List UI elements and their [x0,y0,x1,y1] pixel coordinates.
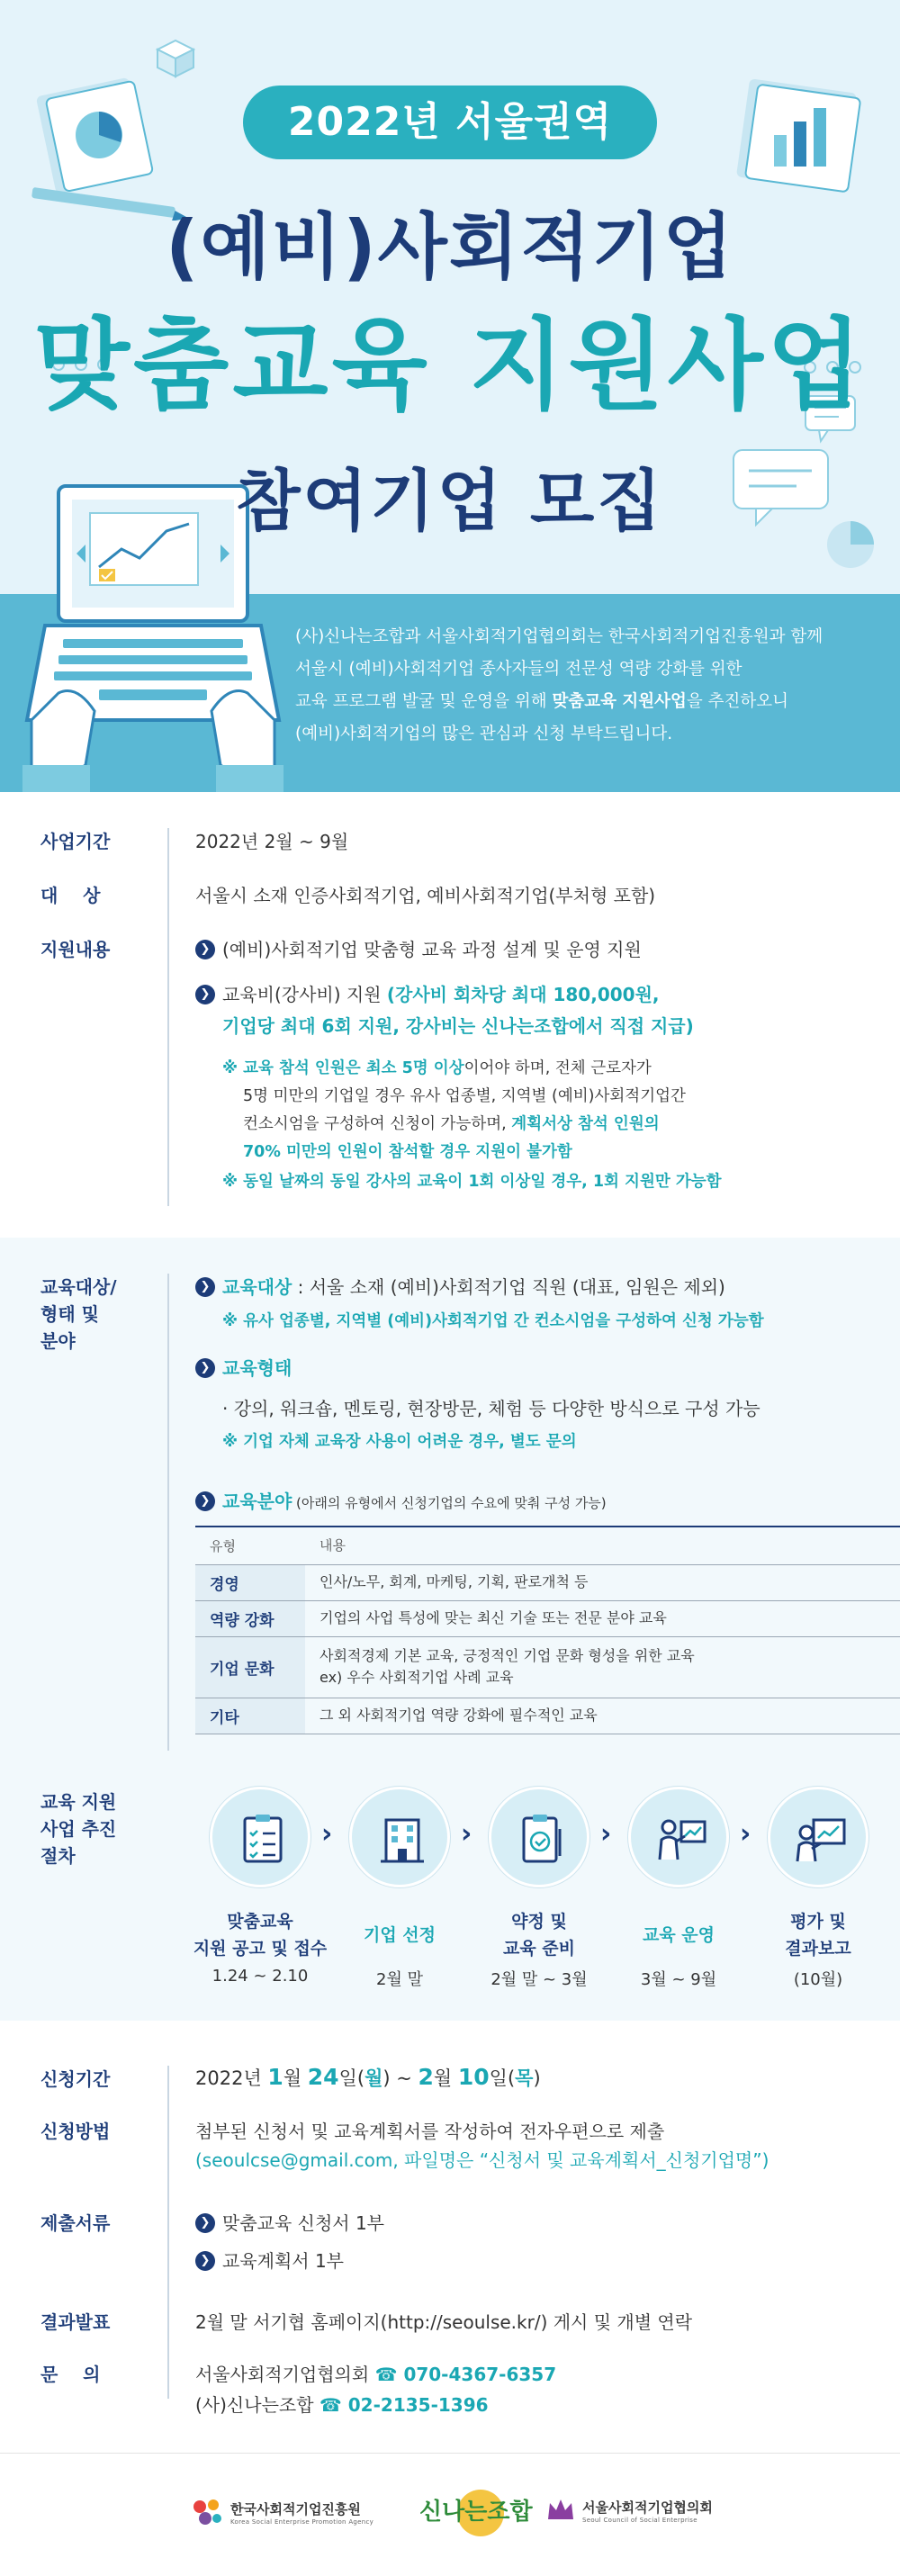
education-section [0,1238,900,2021]
support-note-1-line3: 컨소시엄을 구성하여 신청이 가능하며, 계획서상 참석 인원의 [243,1115,660,1133]
apply-period-value: 2022년 1월 24일(월) ~ 2월 10일(목) [195,2064,541,2090]
table-row [195,1636,900,1698]
apply-method-line1: 첨부된 신청서 및 교육계획서를 작성하여 전자우편으로 제출 [195,2121,665,2142]
chevron-right-icon: › [321,1818,333,1850]
report-icon [794,1813,848,1867]
process-step-1-icon [210,1787,310,1887]
chevron-right-icon: › [600,1818,612,1850]
table-header-row [195,1527,900,1564]
chevron-right-icon: › [740,1818,752,1850]
intro-highlight: 맞춤교육 지원사업 [552,692,687,711]
apply-section [0,2021,900,2453]
docs-label: 제출서류 [40,2212,111,2234]
contact-2: (사)신나는조합 ☎ 02-2135-1396 [195,2394,489,2416]
docs-item-2: ❯ 교육계획서 1부 [195,2247,344,2274]
table-cell-type: 기업 문화 [195,1636,305,1698]
process-label: 교육 지원 사업 추진 절차 [40,1791,117,1867]
process-step-4-title: 교육 운영 [642,1925,716,1945]
chevron-right-icon: › [461,1818,472,1850]
edu-target: ❯ 교육대상 : 서울 소재 (예비)사회적기업 직원 (대표, 임원은 제외) [195,1274,725,1301]
apply-period-label: 신청기간 [40,2068,111,2090]
table-row [195,1600,900,1636]
intro-line: 서울시 (예비)사회적기업 종사자들의 전문성 역량 강화를 위한 [295,660,742,679]
process-step-4-date: 3월 ~ 9월 [640,1970,717,1989]
support-note-1: ※ 교육 참석 인원은 최소 5명 이상이어야 하며, 전체 근로자가 [222,1059,652,1077]
contact-1: 서울사회적기업협의회 ☎ 070-4367-6357 [195,2364,557,2385]
support-note-1-line4: 70% 미만의 인원이 참석할 경우 지원이 불가함 [243,1143,572,1161]
support-item-1: ❯ (예비)사회적기업 맞춤형 교육 과정 설계 및 운영 지원 [195,936,642,963]
process-step-3-date: 2월 말 ~ 3월 [490,1970,588,1989]
lecture-icon [654,1813,708,1867]
section-divider [167,828,169,1206]
cube-icon [153,36,198,81]
logo-seoul-council: 서울사회적기업협의회 Seoul Council of Social Enterprise [544,2494,713,2526]
docs-item-1: ❯ 맞춤교육 신청서 1부 [195,2210,384,2237]
section-divider [167,1274,169,1751]
process-step-5-title: 평가 및 결과보고 [785,1912,851,1959]
field-table [195,1526,900,1734]
overview-section [0,792,900,1238]
table-cell-type: 역량 강화 [195,1600,305,1636]
year-badge: 2022년 서울권역 [243,86,657,159]
table-cell-content: 그 외 사회적기업 역량 강화에 필수적인 교육 [305,1698,900,1734]
title-line-2: 맞춤교육 지원사업 [33,308,867,423]
table-header-cell: 내용 [305,1527,900,1564]
support-note-1-line2: 5명 미만의 기업일 경우 유사 업종별, 지역별 (예비)사회적기업간 [243,1087,686,1105]
process-step-3-title: 약정 및 교육 준비 [502,1912,576,1959]
arrow-right-icon: ❯ [195,2213,215,2233]
arrow-right-icon: ❯ [195,1277,215,1297]
table-cell-content: 인사/노무, 회계, 마케팅, 기획, 판로개척 등 [305,1564,900,1600]
table-cell-type: 경영 [195,1564,305,1600]
apply-method-line2: (seoulcse@gmail.com, 파일명은 “신청서 및 교육계획서_신청기업명”) [195,2149,770,2171]
process-step-3-icon [489,1787,590,1887]
support-note-2: ※ 동일 날짜의 동일 강사의 교육이 1회 이상일 경우, 1회 지원만 가능함 [222,1173,722,1191]
process-step-2-title: 기업 선정 [363,1925,436,1945]
logo-sinna: 신나는조합 [416,2479,515,2545]
pie-chart-card-icon [32,68,166,203]
arrow-right-icon: ❯ [195,2251,215,2271]
table-cell-content: 사회적경제 기본 교육, 긍정적인 기업 문화 형성을 위한 교육 ex) 우수 사회적기업 사례 교육 [305,1636,900,1698]
edu-form-text: · 강의, 워크숍, 멘토링, 현장방문, 체험 등 다양한 방식으로 구성 가능 [222,1398,760,1419]
support-item-2-cont: 기업당 최대 6회 지원, 강사비는 신나는조합에서 직접 지급) [222,1015,694,1037]
intro-line: (사)신나는조합과 서울사회적기업협의회는 한국사회적기업진흥원과 함께 [295,627,824,646]
crown-logo-icon [544,2494,577,2526]
intro-line: 교육 프로그램 발굴 및 운영을 위해 맞춤교육 지원사업을 추진하오니 [295,692,789,711]
edu-form-note: ※ 기업 자체 교육장 사용이 어려운 경우, 별도 문의 [222,1433,577,1451]
intro-line: (예비)사회적기업의 많은 관심과 신청 부탁드립니다. [295,725,673,743]
process-step-2-icon [349,1787,450,1887]
arrow-right-icon: ❯ [195,940,215,959]
checklist-icon [236,1813,290,1867]
arrow-right-icon: ❯ [195,985,215,1004]
edu-form: ❯ 교육형태 [195,1355,292,1382]
support-item-2: ❯ 교육비(강사비) 지원 (강사비 회차당 최대 180,000원, [195,981,660,1008]
process-step-1-title: 맞춤교육 지원 공고 및 접수 [193,1912,328,1959]
table-row [195,1564,900,1600]
table-cell-type: 기타 [195,1698,305,1734]
arrow-right-icon: ❯ [195,1358,215,1378]
result-value: 2월 말 서기협 홈페이지(http://seoulse.kr/) 게시 및 개별 연락 [195,2311,693,2333]
process-step-5-date: (10월) [793,1970,843,1989]
title-line-1: (예비)사회적기업 [165,205,735,289]
process-step-5-icon [768,1787,868,1887]
section-divider [167,2066,169,2399]
process-step-2-date: 2월 말 [376,1970,423,1989]
result-label: 결과발표 [40,2311,111,2333]
footer-logos [0,2453,900,2576]
contract-icon [515,1813,569,1867]
table-cell-content: 기업의 사업 특성에 맞는 최신 기술 또는 전문 분야 교육 [305,1600,900,1636]
process-step-1-date: 1.24 ~ 2.10 [212,1967,309,1986]
support-label: 지원내용 [40,939,111,960]
kosea-logo-icon [189,2494,225,2530]
building-icon [375,1813,429,1867]
bar-chart-card-icon [734,68,868,203]
contact-label: 문 의 [40,2364,101,2385]
period-label: 사업기간 [40,831,111,852]
arrow-right-icon: ❯ [195,1491,215,1511]
edu-target-note: ※ 유사 업종별, 지역별 (예비)사회적기업 간 컨소시엄을 구성하여 신청 가능함 [222,1312,764,1330]
logo-kosea: 한국사회적기업진흥원 Korea Social Enterprise Promotion Agency [189,2494,374,2530]
hero-banner [0,0,900,792]
intro-text [295,621,889,751]
title-line-3: 참여기업 모집 [236,463,664,540]
target-value: 서울시 소재 인증사회적기업, 예비사회적기업(부처형 포함) [195,885,656,906]
target-label: 대 상 [40,885,101,906]
period-value: 2022년 2월 ~ 9월 [195,831,349,852]
table-row [195,1698,900,1734]
apply-method-label: 신청방법 [40,2121,111,2142]
process-step-4-icon [628,1787,729,1887]
table-header-cell: 유형 [195,1527,305,1564]
edu-field: ❯ 교육분야 (아래의 유형에서 신청기업의 수요에 맞춰 구성 가능) [195,1488,607,1517]
education-label: 교육대상/ 형태 및 분야 [40,1276,117,1352]
